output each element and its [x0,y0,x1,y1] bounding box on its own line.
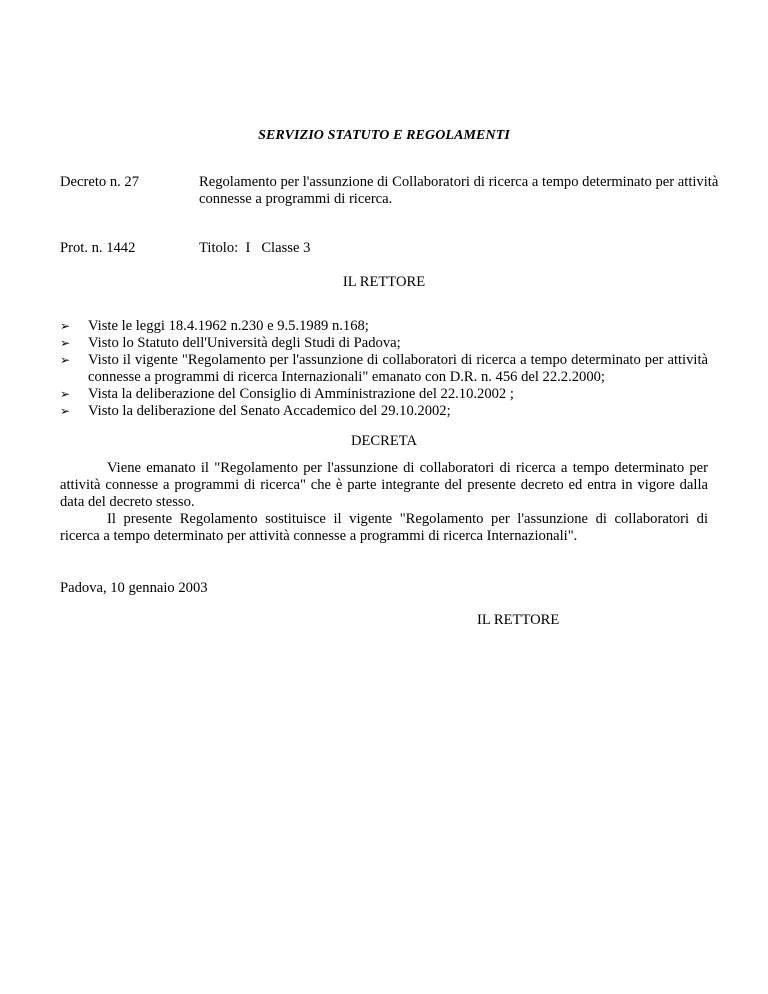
list-item [60,352,708,386]
list-item-text: Vista la deliberazione del Consiglio di Amministrazione del 22.10.2002 ; [88,386,514,402]
decree-subject: Regolamento per l'assunzione di Collaboratori di ricerca a tempo determinato per attività connesse a programmi di ricerca. [199,174,719,207]
list-item [60,318,708,335]
issuer-heading: IL RETTORE [342,274,426,290]
list-item [60,335,708,352]
classification: Titolo: I Classe 3 [199,240,311,256]
body-paragraph: Il presente Regolamento sostituisce il vigente "Regolamento per l'assunzione di collaboratori di ricerca a tempo determinato per attività connesse a programmi di ricerca Internazionali". [60,511,708,544]
considerations-list [60,318,708,420]
list-item [60,386,708,403]
decision-heading: DECRETA [350,433,418,449]
list-item-text: Visto il vigente "Regolamento per l'assunzione di collaboratori di ricerca a tempo determinato per attività connesse a programmi di ricerca Internazionali" emanato con D.R. n. 456 del 22.2.2000; [88,352,708,385]
signature-line: IL RETTORE [477,612,560,628]
arrow-bullet-icon: ➢ [60,319,71,333]
list-item [60,403,708,420]
body-paragraph: Viene emanato il "Regolamento per l'assunzione di collaboratori di ricerca a tempo determinato per attività connesse a programmi di ricerca" che è parte integrante del presente decreto ed entra in vigore dalla data del decreto stesso. [60,460,708,510]
arrow-bullet-icon: ➢ [60,353,71,367]
decree-body [60,460,708,545]
office-heading: SERVIZIO STATUTO E REGOLAMENTI [258,128,510,143]
arrow-bullet-icon: ➢ [60,387,71,401]
arrow-bullet-icon: ➢ [60,404,71,418]
list-item-text: Visto la deliberazione del Senato Accademico del 29.10.2002; [88,403,451,419]
decree-number: Decreto n. 27 [60,174,140,190]
protocol-number: Prot. n. 1442 [60,240,136,256]
arrow-bullet-icon: ➢ [60,336,71,350]
place-date: Padova, 10 gennaio 2003 [60,580,208,596]
list-item-text: Visto lo Statuto dell'Università degli Studi di Padova; [88,335,401,351]
list-item-text: Viste le leggi 18.4.1962 n.230 e 9.5.1989 n.168; [88,318,369,334]
